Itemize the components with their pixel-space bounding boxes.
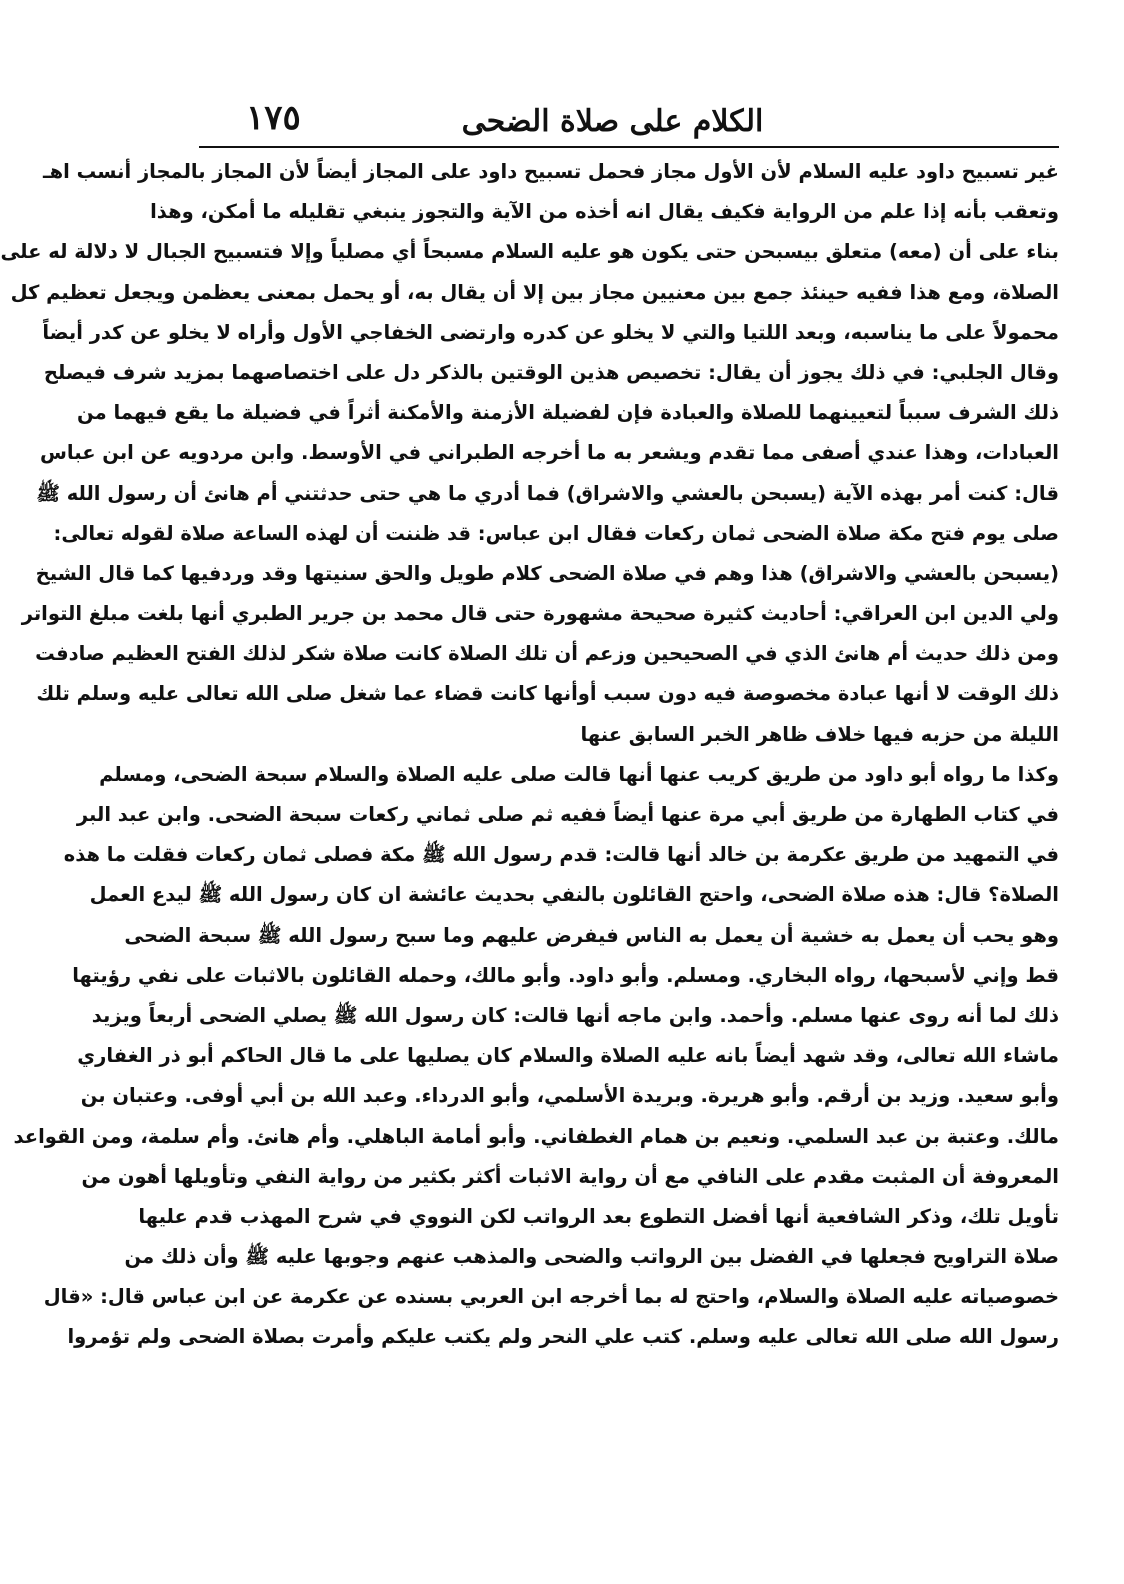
text-line: رسول الله صلى الله تعالى عليه وسلم. كتب علي النحر ولم يكتب عليكم وأمرت بصلاة الضحى ولم تؤمروا <box>67 1325 1059 1349</box>
page-header <box>201 98 1024 144</box>
text-line: تأويل تلك، وذكر الشافعية أنها أفضل التطوع بعد الرواتب لكن النووي في شرح المهذب قدم عليها <box>138 1204 1059 1228</box>
text-line: ذلك الشرف سبباً لتعيينهما للصلاة والعبادة فإن لفضيلة الأزمنة والأمكنة أثراً في فضيلة ما يقع فيهما من <box>77 401 1059 425</box>
text-line: وكذا ما رواه أبو داود من طريق كريب عنها أنها قالت صلى عليه الصلاة والسلام سبحة الضحى، ومسلم <box>99 762 1059 786</box>
page-number: ١٧٥ <box>246 98 301 138</box>
text-line: ماشاء الله تعالى، وقد شهد أيضاً بانه عليه الصلاة والسلام كان يصليها على ما قال الحاكم أبو ذر الغفاري <box>77 1044 1059 1068</box>
body-text <box>0 152 1059 1358</box>
text-line: خصوصياته عليه الصلاة والسلام، واحتج له بما أخرجه ابن العربي بسنده عن عكرمة عن ابن عباس قال: «قال <box>43 1285 1059 1309</box>
text-line: قط وإني لأسبحها، رواه البخاري. ومسلم. وأبو داود. وأبو مالك، وحمله القائلون بالاثبات على نفي رؤيتها <box>72 963 1059 987</box>
text-line: في التمهيد من طريق عكرمة بن خالد أنها قالت: قدم رسول الله ﷺ مكة فصلى ثمان ركعات فقلت ما هذه <box>63 843 1059 867</box>
text-line: ولي الدين ابن العراقي: أحاديث كثيرة صحيحة مشهورة حتى قال محمد بن جرير الطبري أنها بلغت مبلغ التواتر <box>21 602 1059 626</box>
text-line: صلاة التراويح فجعلها في الفضل بين الرواتب والضحى والمذهب عنهم وجوبها عليه ﷺ وأن ذلك من <box>124 1245 1059 1269</box>
text-line: صلى يوم فتح مكة صلاة الضحى ثمان ركعات فقال ابن عباس: قد ظننت أن لهذه الساعة صلاة لقوله تعالى: <box>53 521 1059 545</box>
text-line: وتعقب بأنه إذا علم من الرواية فكيف يقال انه أخذه من الآية والتجوز ينبغي تقليله ما أمكن، وهذا <box>150 200 1059 224</box>
text-line: بناء على أن (معه) متعلق بيسبحن حتى يكون هو عليه السلام مسبحاً أي مصلياً وإلا فتسبيح الجبال لا دلالة له على <box>0 240 1059 264</box>
text-line: محمولاً على ما يناسبه، وبعد اللتيا والتي لا يخلو عن كدره وارتضى الخفاجي الأول وأراه لا يخلو عن كدر أيضاً <box>42 320 1059 344</box>
running-title: الكلام على صلاة الضحى <box>461 103 764 139</box>
text-line: مالك. وعتبة بن عبد السلمي. ونعيم بن همام الغطفاني. وأبو أمامة الباهلي. وأم هانئ. وأم سلمة، ومن القواعد <box>13 1124 1059 1148</box>
text-line: الصلاة، ومع هذا ففيه حينئذ جمع بين معنيين مجاز بين إلا أن يقال به، أو يحمل بمعنى يعظمن ويجعل تعظيم كل <box>10 280 1059 304</box>
text-line: وأبو سعيد. وزيد بن أرقم. وأبو هريرة. وبريدة الأسلمي، وأبو الدرداء. وعبد الله بن أبي أوفى. وعتبان بن <box>80 1084 1059 1108</box>
text-line: في كتاب الطهارة من طريق أبي مرة عنها أيضاً ففيه ثم صلى ثماني ركعات سبحة الضحى. وابن عبد البر <box>76 803 1059 826</box>
text-line: (يسبحن بالعشي والاشراق) هذا وهم في صلاة الضحى كلام طويل والحق سنيتها وقد وردفيها كما قال الشيخ <box>35 561 1059 585</box>
text-line: الصلاة؟ قال: هذه صلاة الضحى، واحتج القائلون بالنفي بحديث عائشة ان كان رسول الله ﷺ ليدع العمل <box>89 883 1059 907</box>
text-line: ذلك الوقت لا أنها عبادة مخصوصة فيه دون سبب أوأنها كانت قضاء عما شغل صلى الله تعالى عليه وسلم تلك <box>36 682 1059 706</box>
text-line: ومن ذلك حديث أم هانئ الذي في الصحيحين وزعم أن تلك الصلاة كانت صلاة شكر لذلك الفتح العظيم صادفت <box>35 642 1059 666</box>
header-rule <box>199 146 1059 148</box>
text-line: المعروفة أن المثبت مقدم على النافي مع أن رواية الاثبات أكثر بكثير من رواية النفي وتأويلها أهون من <box>81 1164 1059 1188</box>
text-line: غير تسبيح داود عليه السلام لأن الأول مجاز فحمل تسبيح داود على المجاز أيضاً لأن المجاز بالمجاز أنسب اهـ <box>43 160 1059 183</box>
text-line: ذلك لما أنه روى عنها مسلم. وأحمد. وابن ماجه أنها قالت: كان رسول الله ﷺ يصلي الضحى أربعاً ويزيد <box>91 1003 1059 1027</box>
text-line: العبادات، وهذا عندي أصفى مما تقدم ويشعر به ما أخرجه الطبراني في الأوسط. وابن مردويه عن ابن عباس <box>40 441 1059 465</box>
text-line: وقال الجلبي: في ذلك يجوز أن يقال: تخصيص هذين الوقتين بالذكر دل على اختصاصهما بمزيد شرف فيصلح <box>43 360 1059 384</box>
text-line: قال: كنت أمر بهذه الآية (يسبحن بالعشي والاشراق) فما أدري ما هي حتى حدثتني أم هانئ أن رسول الله ﷺ <box>36 481 1059 505</box>
text-line: الليلة من حزبه فيها خلاف ظاهر الخبر السابق عنها <box>580 722 1059 746</box>
text-line: وهو يحب أن يعمل به خشية أن يعمل به الناس فيفرض عليهم وما سبح رسول الله ﷺ سبحة الضحى <box>124 923 1059 947</box>
